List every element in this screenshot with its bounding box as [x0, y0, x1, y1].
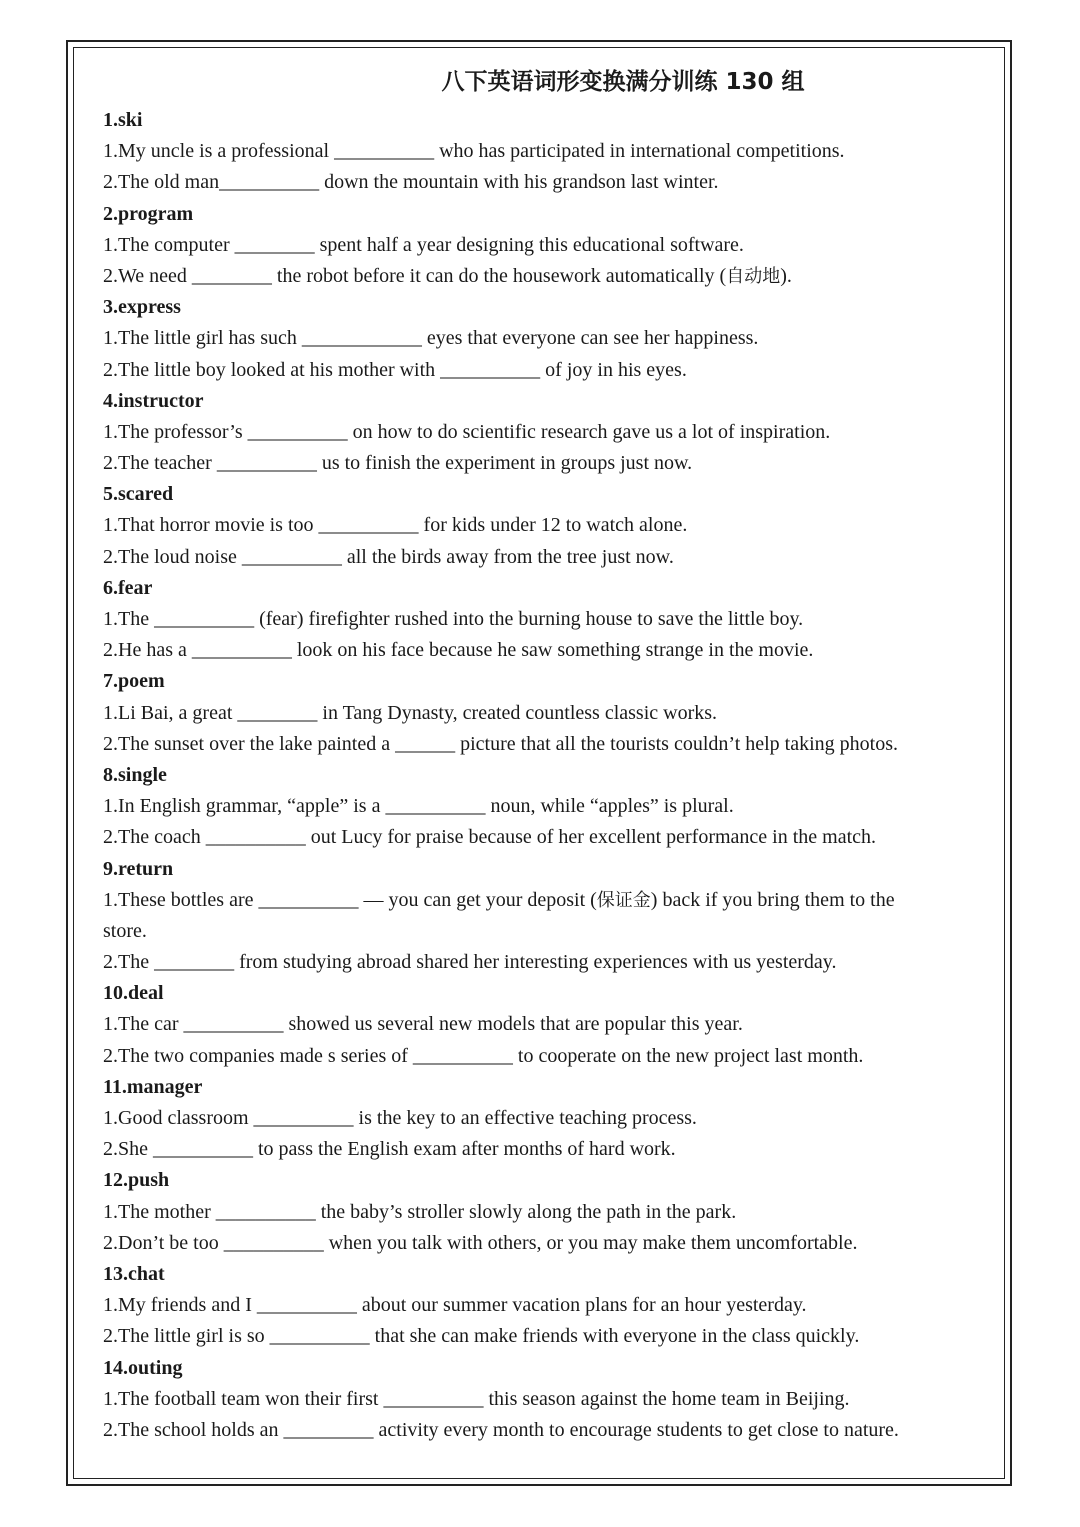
answer-blank[interactable]: __________	[412, 1044, 513, 1067]
sentence: 2.The little girl is so __________ that she can make friends with everyone in the class quickly.	[103, 1321, 993, 1352]
word-heading: 4.instructor	[103, 389, 204, 412]
sentence: 2.The ________ from studying abroad shared her interesting experiences with us yesterday.	[103, 947, 993, 978]
sentence: 1.The professor’s __________ on how to do scientific research gave us a lot of inspiration.	[103, 417, 993, 448]
sentence: 2.The coach __________ out Lucy for praise because of her excellent performance in the match.	[103, 822, 993, 853]
answer-blank[interactable]: __________	[256, 1294, 357, 1317]
answer-blank[interactable]: __________	[247, 420, 348, 443]
answer-blank[interactable]: __________	[241, 545, 342, 568]
sentence: 2.The school holds an _________ activity every month to encourage students to get close to nature.	[103, 1415, 993, 1446]
sentence: 1.The football team won their first __________ this season against the home team in Beijing.	[103, 1384, 993, 1415]
word-heading: 1.ski	[103, 109, 143, 131]
sentence: 1.Li Bai, a great ________ in Tang Dynasty, created countless classic works.	[103, 698, 993, 729]
answer-blank[interactable]: __________	[183, 1013, 284, 1036]
word-heading: 2.program	[103, 202, 194, 225]
answer-blank[interactable]: __________	[269, 1325, 370, 1348]
sentence: 2.The teacher __________ us to finish the experiment in groups just now.	[103, 448, 993, 479]
answer-blank[interactable]: __________	[154, 608, 255, 630]
answer-blank[interactable]: __________	[385, 795, 486, 818]
answer-blank[interactable]: __________	[258, 888, 359, 911]
sentence: 1.The computer ________ spent half a year designing this educational software.	[103, 230, 993, 261]
answer-blank[interactable]: __________	[191, 639, 292, 662]
answer-blank[interactable]: ________	[191, 264, 272, 287]
answer-blank[interactable]: __________	[223, 1231, 324, 1254]
sentence: 2.She __________ to pass the English exam after months of hard work.	[103, 1134, 993, 1165]
answer-blank[interactable]: __________	[216, 452, 317, 475]
sentence: 1.The little girl has such ____________ eyes that everyone can see her happiness.	[103, 323, 993, 354]
answer-blank[interactable]: ________	[234, 233, 315, 256]
answer-blank[interactable]: __________	[205, 826, 306, 849]
answer-blank[interactable]: __________	[253, 1107, 354, 1129]
word-heading: 5.scared	[103, 483, 174, 506]
answer-blank[interactable]: __________	[318, 514, 419, 537]
sentence: 1.The mother __________ the baby’s stroller slowly along the path in the park.	[103, 1197, 993, 1228]
answer-blank[interactable]: __________	[153, 1138, 253, 1161]
word-heading: 3.express	[103, 296, 181, 319]
sentence: 2.The loud noise __________ all the birds away from the tree just now.	[103, 542, 993, 573]
page-title: 八下英语词形变换满分训练 130 组	[441, 69, 805, 95]
sentence: 2.He has a __________ look on his face because he saw something strange in the movie.	[103, 635, 993, 666]
sentence: 2.The old man__________ down the mountain with his grandson last winter.	[103, 167, 993, 198]
word-heading: 6.fear	[103, 576, 153, 599]
word-heading: 11.manager	[103, 1075, 203, 1098]
sentence: 2.Don’t be too __________ when you talk with others, or you may make them uncomfortable.	[103, 1228, 993, 1259]
answer-blank[interactable]: ____________	[301, 327, 422, 350]
sentence: 2.The two companies made s series of __________ to cooperate on the new project last month.	[103, 1041, 993, 1072]
sentence: 1.That horror movie is too __________ for kids under 12 to watch alone.	[103, 510, 993, 541]
word-heading: 14.outing	[103, 1356, 183, 1379]
sentence-continuation: store.	[103, 919, 147, 942]
word-heading: 13.chat	[103, 1262, 165, 1285]
sentence: 1.The __________ (fear) firefighter rushed into the burning house to save the little boy.	[103, 604, 993, 635]
sentence: 2.The sunset over the lake painted a ______ picture that all the tourists couldn’t help taking photos.	[103, 729, 993, 760]
word-heading: 12.push	[103, 1169, 170, 1192]
answer-blank[interactable]: __________	[219, 171, 320, 194]
answer-blank[interactable]: _________	[283, 1418, 374, 1441]
answer-blank[interactable]: __________	[440, 358, 541, 381]
answer-blank[interactable]: __________	[334, 140, 435, 163]
worksheet	[103, 62, 993, 1446]
sentence: 2.The little boy looked at his mother with __________ of joy in his eyes.	[103, 355, 993, 386]
sentence: 1.The car __________ showed us several new models that are popular this year.	[103, 1009, 993, 1040]
answer-blank[interactable]: ______	[395, 732, 456, 755]
word-heading: 8.single	[103, 763, 167, 786]
answer-blank[interactable]: ________	[154, 951, 235, 974]
word-heading: 10.deal	[103, 982, 164, 1005]
answer-blank[interactable]: __________	[215, 1200, 316, 1223]
sentence: 1.In English grammar, “apple” is a __________ noun, while “apples” is plural.	[103, 791, 993, 822]
sentence: 1.My uncle is a professional __________ who has participated in international competitions.	[103, 136, 993, 167]
word-heading: 9.return	[103, 857, 174, 880]
word-heading: 7.poem	[103, 670, 165, 693]
answer-blank[interactable]: ________	[237, 701, 318, 724]
sentence: 1.Good classroom __________ is the key to an effective teaching process.	[103, 1103, 993, 1134]
sentence: 1.These bottles are __________ — you can get your deposit (保证金) back if you bring them to the	[103, 885, 993, 916]
sentence: 2.We need ________ the robot before it can do the housework automatically (自动地).	[103, 261, 993, 292]
answer-blank[interactable]: __________	[383, 1387, 484, 1410]
sentence: 1.My friends and I __________ about our summer vacation plans for an hour yesterday.	[103, 1290, 993, 1321]
